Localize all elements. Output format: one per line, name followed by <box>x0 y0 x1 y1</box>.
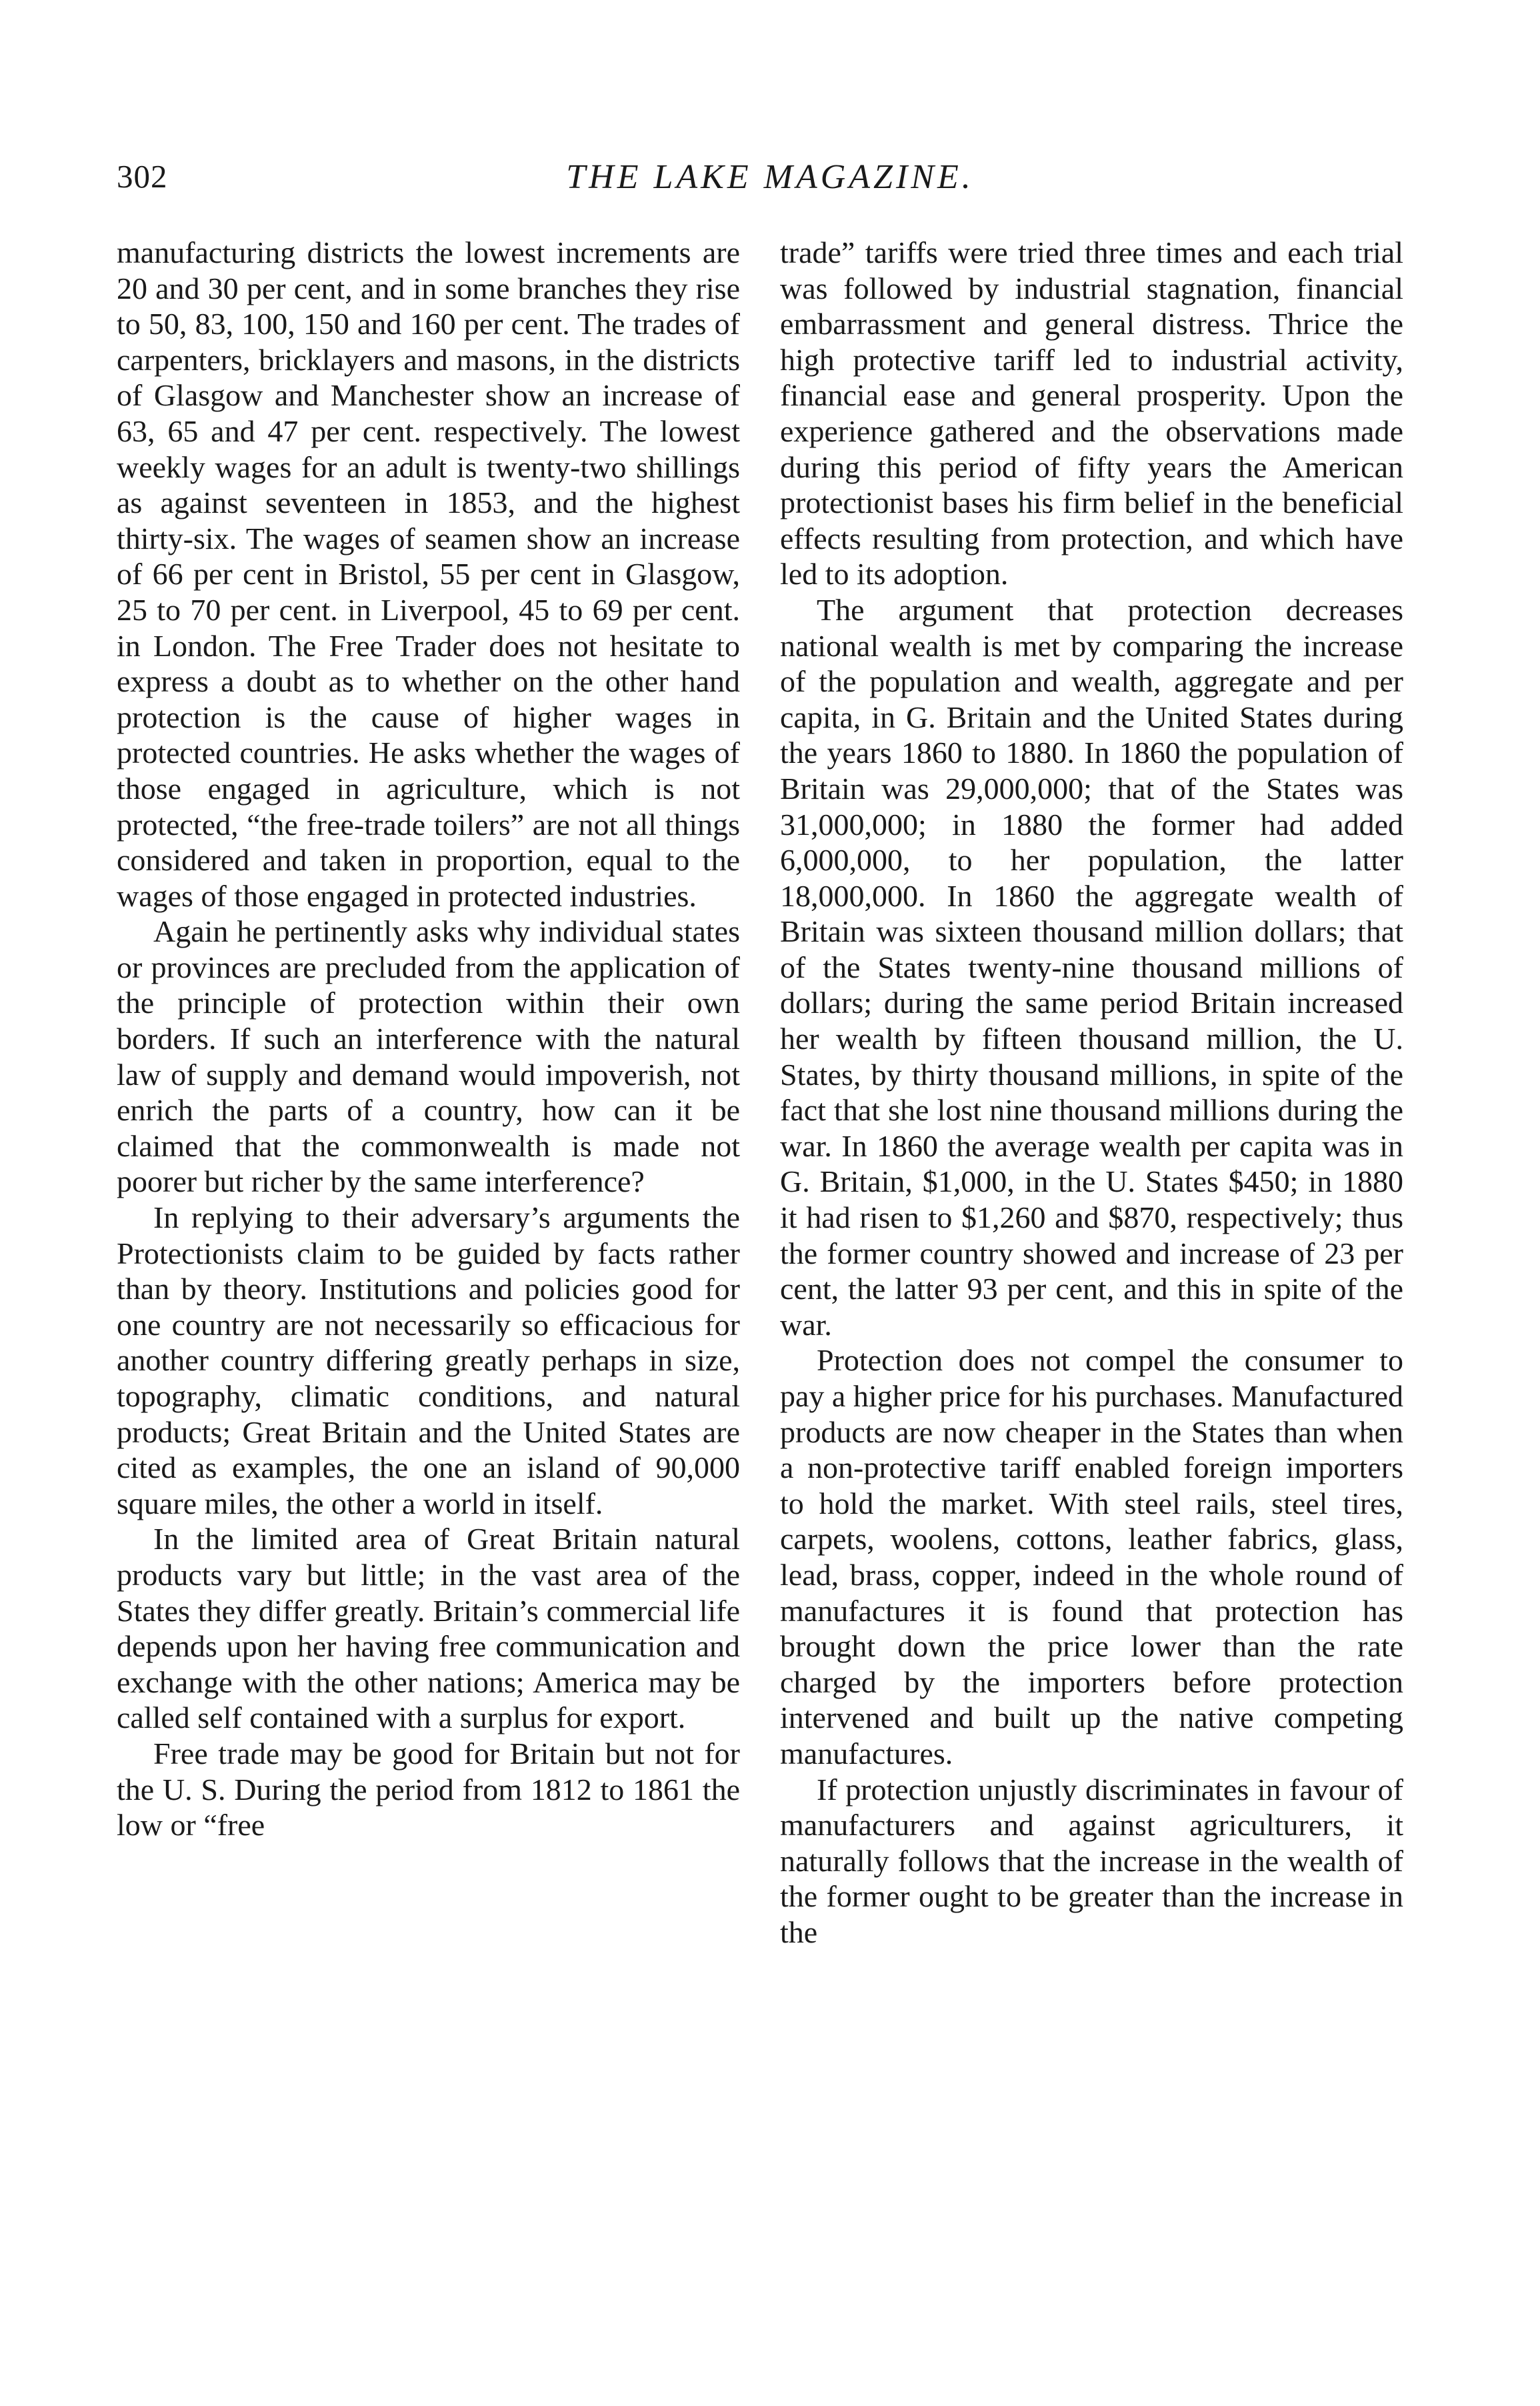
paragraph: If protection unjustly discriminates in favour of manufacturers and against agriculturers, it naturally follows that the increase in the wealth of the former ought to be greater than the increase in the <box>780 1772 1403 1949</box>
page-header <box>117 157 1423 211</box>
paragraph: manufacturing districts the lowest increments are 20 and 30 per cent, and in some branches they rise to 50, 83, 100, 150 and 160 per cent. The trades of carpenters, bricklayers and masons, in the districts of Glasgow and Manchester show an increase of 63, 65 and 47 per cent. respectively. The lowest weekly wages for an adult is twenty-two shillings as against seventeen in 1853, and the highest thirty-six. The wages of seamen show an increase of 66 per cent in Bristol, 55 per cent in Glasgow, 25 to 70 per cent. in Liverpool, 45 to 69 per cent. in London. The Free Trader does not hesitate to express a doubt as to whether on the other hand protection is the cause of higher wages in protected countries. He asks whether the wages of those engaged in agriculture, which is not protected, “the free-trade toilers” are not all things considered and taken in proportion, equal to the wages of those engaged in protected industries. <box>117 235 740 913</box>
paragraph: Again he pertinently asks why individual states or provinces are precluded from the application of the principle of protection within their own borders. If such an interference with the natural law of supply and demand would impoverish, not enrich the parts of a country, how can it be claimed that the commonwealth is made not poorer but richer by the same interference? <box>117 914 740 1199</box>
paragraph: In the limited area of Great Britain natural products vary but little; in the vast area of the States they differ greatly. Britain’s commercial life depends upon her having free communication and exchange with the other nations; America may be called self contained with a surplus for export. <box>117 1522 740 1735</box>
left-column <box>117 235 740 1843</box>
paragraph: In replying to their adversary’s arguments the Protectionists claim to be guided by facts rather than by theory. Institutions and policies good for one country are not necessarily so efficacious for another country differing greatly perhaps in size, topography, climatic conditions, and natural products; Great Britain and the United States are cited as examples, the one an island of 90,000 square miles, the other a world in itself. <box>117 1200 740 1520</box>
running-title: THE LAKE MAGAZINE. <box>566 158 974 196</box>
paragraph: Protection does not compel the consumer to pay a higher price for his purchases. Manufactured products are now cheaper in the States than when a non-protective tariff enabled foreign importers to hold the market. With steel rails, steel tires, carpets, woolens, cottons, leather fabrics, glass, lead, brass, copper, indeed in the whole round of manufactures it is found that protection has brought down the price lower than the rate charged by the importers before protection intervened and built up the native competing manufactures. <box>780 1343 1403 1770</box>
paragraph: Free trade may be good for Britain but not for the U. S. During the period from 1812 to 1861 the low or “free <box>117 1736 740 1843</box>
paragraph: The argument that protection decreases national wealth is met by comparing the increase of the population and wealth, aggregate and per capita, in G. Britain and the United States during the years 1860 to 1880. In 1860 the population of Britain was 29,000,000; that of the States was 31,000,000; in 1880 the former had added 6,000,000, to her population, the latter 18,000,000. In 1860 the aggregate wealth of Britain was sixteen thousand million dollars; that of the States twenty-nine thousand millions of dollars; during the same period Britain increased her wealth by fifteen thousand million, the U. States, by thirty thousand millions, in spite of the fact that she lost nine thousand millions during the war. In 1860 the average wealth per capita was in G. Britain, $1,000, in the U. States $450; in 1880 it had risen to $1,260 and $870, respectively; thus the former country showed and increase of 23 per cent, the latter 93 per cent, and this in spite of the war. <box>780 592 1403 1342</box>
paragraph: trade” tariffs were tried three times and each trial was followed by industrial stagnation, financial embarrassment and general distress. Thrice the high protective tariff led to industrial activity, financial ease and general prosperity. Upon the experience gathered and the observations made during this period of fifty years the American protectionist bases his firm belief in the beneficial effects resulting from protection, and which have led to its adoption. <box>780 235 1403 591</box>
page-number: 302 <box>117 158 168 195</box>
right-column <box>780 235 1403 1951</box>
